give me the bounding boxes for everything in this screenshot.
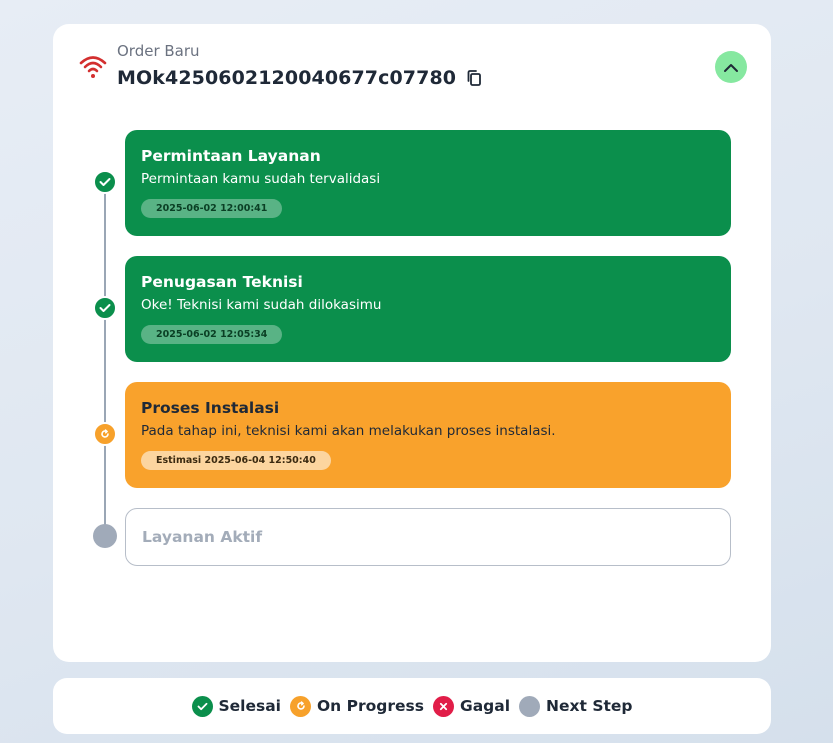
order-card (53, 24, 771, 662)
timeline-line (104, 182, 106, 536)
step-timestamp: 2025-06-02 12:00:41 (141, 199, 282, 218)
collapse-button[interactable] (715, 51, 747, 83)
order-id: MOk425060212004067​7c07780 (117, 67, 457, 89)
legend-label: Next Step (546, 697, 633, 715)
step-description: Permintaan kamu sudah tervalidasi (141, 171, 381, 187)
step-description: Oke! Teknisi kami sudah dilokasimu (141, 297, 382, 313)
copy-icon[interactable] (466, 69, 482, 87)
timeline-step-2 (125, 256, 731, 362)
status-legend (53, 678, 771, 734)
step-status-done-icon (93, 170, 117, 194)
legend-label: Gagal (459, 697, 511, 715)
step-estimate: Estimasi 2025-06-04 12:50:40 (141, 451, 331, 470)
order-id-row (117, 67, 482, 89)
legend-item-next (519, 696, 632, 717)
legend-item-done (192, 696, 282, 717)
step-status-progress-icon (93, 422, 117, 446)
step-title: Penugasan Teknisi (141, 273, 303, 291)
step-status-next-icon (93, 524, 117, 548)
timeline-step-1 (125, 130, 731, 236)
legend-item-progress (290, 696, 424, 717)
check-icon (192, 696, 213, 717)
order-label: Order Baru (117, 42, 200, 60)
step-title: Permintaan Layanan (141, 147, 321, 165)
refresh-icon (290, 696, 311, 717)
step-timestamp: 2025-06-02 12:05:34 (141, 325, 282, 344)
chevron-up-icon (723, 58, 739, 77)
legend-label: On Progress (317, 697, 424, 715)
step-title: Proses Instalasi (141, 399, 280, 417)
wifi-signal-icon (78, 53, 108, 81)
step-title: Layanan Aktif (142, 528, 263, 546)
timeline-step-3 (125, 382, 731, 488)
x-icon (433, 696, 454, 717)
legend-item-failed (433, 696, 510, 717)
timeline-step-4 (125, 508, 731, 566)
step-status-done-icon (93, 296, 117, 320)
next-step-icon (519, 696, 540, 717)
legend-label: Selesai (218, 697, 281, 715)
step-description: Pada tahap ini, teknisi kami akan melakukan proses instalasi. (141, 423, 556, 439)
